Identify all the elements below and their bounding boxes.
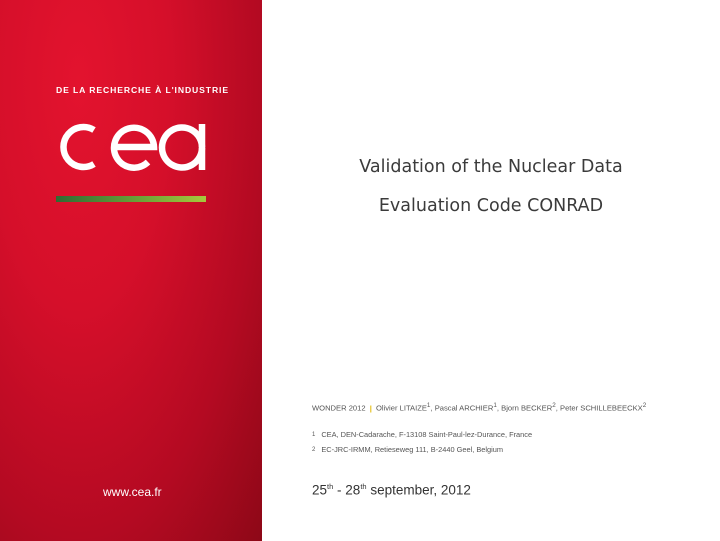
brand-tagline: DE LA RECHERCHE À L'INDUSTRIE bbox=[56, 85, 229, 95]
author-name: Olivier LITAIZE bbox=[375, 403, 427, 413]
affiliation-number: 1 bbox=[312, 432, 316, 438]
author-sup: 1 bbox=[426, 402, 431, 409]
author-sup: 1 bbox=[493, 402, 497, 409]
affiliation-text: EC-JRC-IRMM, Retieseweg 111, B-2440 Geel, Belgium bbox=[321, 445, 504, 454]
comma: , bbox=[555, 403, 558, 413]
date-start-sup: th bbox=[327, 482, 334, 491]
accent-bar bbox=[56, 196, 206, 202]
authors-line bbox=[312, 402, 646, 413]
date-month-year: september, 2012 bbox=[366, 482, 471, 498]
event-name: WONDER 2012 bbox=[312, 403, 366, 413]
author-name: Peter SCHILLEBEECKX bbox=[560, 403, 643, 413]
website-link[interactable]: www.cea.fr bbox=[103, 485, 162, 499]
page-title-line-1: Validation of the Nuclear Data bbox=[359, 157, 623, 177]
comma: , bbox=[496, 403, 500, 413]
affiliation-1 bbox=[312, 430, 532, 439]
separator: | bbox=[369, 403, 372, 413]
author-name: Bjorn BECKER bbox=[501, 403, 553, 413]
affiliation-2 bbox=[312, 445, 503, 454]
comma: , bbox=[430, 403, 433, 413]
brand-panel bbox=[0, 0, 262, 541]
cea-logo bbox=[50, 110, 218, 182]
date-end-day: 28 bbox=[345, 482, 361, 498]
page-title-line-2: Evaluation Code CONRAD bbox=[378, 196, 604, 216]
affiliation-number: 2 bbox=[312, 447, 316, 453]
date-dash: - bbox=[333, 482, 346, 498]
affiliation-text: CEA, DEN-Cadarache, F-13108 Saint-Paul-lez-Durance, France bbox=[321, 430, 533, 439]
event-date bbox=[312, 482, 471, 498]
author-sup: 2 bbox=[552, 402, 556, 409]
author-sup: 2 bbox=[642, 402, 647, 409]
date-end-sup: th bbox=[360, 482, 367, 491]
author-name: Pascal ARCHIER bbox=[434, 403, 494, 413]
date-start-day: 25 bbox=[312, 482, 328, 498]
